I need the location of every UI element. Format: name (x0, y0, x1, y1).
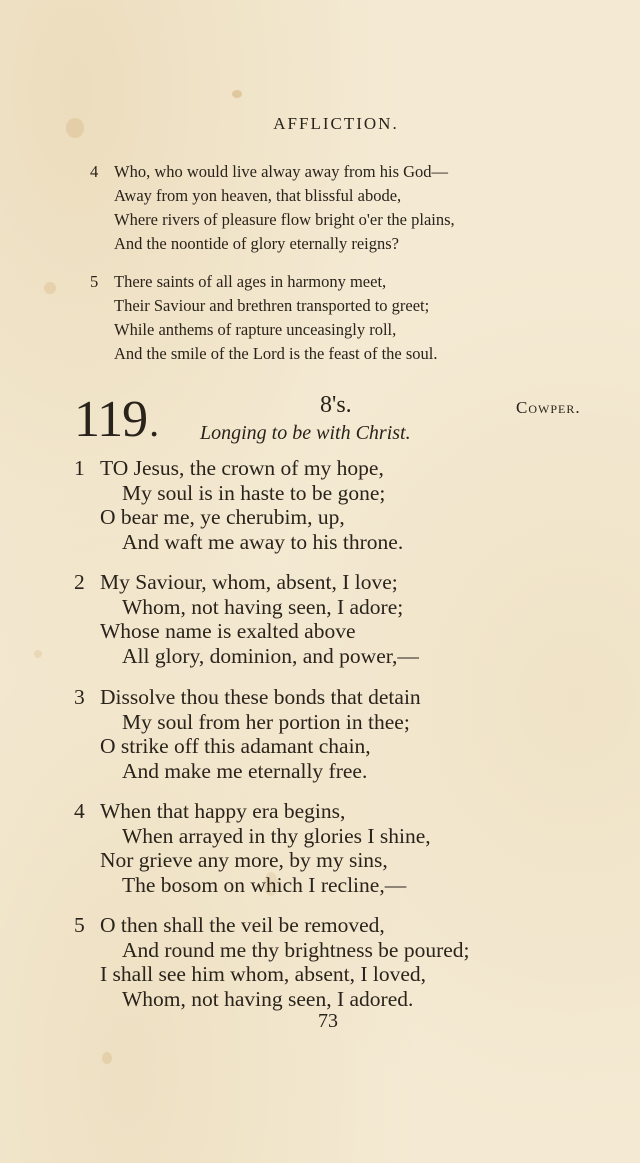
foxing-spot (44, 282, 56, 294)
previous-hymn-stanza (88, 270, 438, 366)
verse-line: 5 There saints of all ages in harmony meet, (88, 270, 438, 294)
verse-line: O bear me, ye cherubim, up, (100, 505, 345, 529)
stanza-number: 5 (74, 913, 85, 937)
verse-line: The bosom on which I recline,— (122, 872, 407, 897)
running-head: AFFLICTION. (273, 114, 399, 133)
hymn-title: Longing to be with Christ. (200, 422, 411, 444)
verse-line: When arrayed in thy glories I shine, (122, 823, 431, 848)
hymn-author: Cowper. (516, 398, 581, 417)
stanza-number: 5 (90, 272, 99, 291)
stanza-number: 3 (74, 685, 85, 709)
verse-line: And waft me away to his throne. (122, 529, 404, 554)
verse-line: Their Saviour and brethren transported to greet; (114, 296, 430, 315)
foxing-spot (232, 90, 242, 98)
verse-line: While anthems of rapture unceasingly roll, (114, 320, 397, 339)
verse-line: And round me thy brightness be poured; (122, 937, 470, 962)
hymn-stanza (72, 913, 470, 1011)
verse-line: 5 O then shall the veil be removed, (74, 913, 385, 937)
verse-line: And make me eternally free. (122, 758, 368, 783)
verse-line: Nor grieve any more, by my sins, (100, 848, 388, 872)
verse-line: All glory, dominion, and power,— (122, 643, 419, 668)
verse-line: Whose name is exalted above (100, 619, 356, 643)
verse-line: 1 TO Jesus, the crown of my hope, (74, 456, 384, 480)
verse-line: Where rivers of pleasure flow bright o'er the plains, (114, 210, 455, 229)
hymn-meter: 8's. (320, 392, 352, 418)
hymn-stanza (72, 799, 431, 897)
stanza-number: 1 (74, 456, 85, 480)
verse-line: 2 My Saviour, whom, absent, I love; (74, 570, 398, 594)
verse-line: My soul is in haste to be gone; (122, 480, 386, 505)
verse-line: Whom, not having seen, I adored. (122, 986, 414, 1011)
verse-line: 4 When that happy era begins, (74, 799, 346, 823)
verse-line: 3 Dissolve thou these bonds that detain (74, 685, 421, 709)
verse-line: I shall see him whom, absent, I loved, (100, 962, 427, 986)
verse-line: And the noontide of glory eternally reigns? (114, 234, 400, 253)
hymn-number: 119. (74, 391, 159, 448)
foxing-spot (102, 1052, 112, 1064)
verse-line: My soul from her portion in thee; (122, 709, 410, 734)
stanza-number: 2 (74, 570, 85, 594)
hymn-stanza (72, 570, 419, 668)
verse-line: O strike off this adamant chain, (100, 734, 371, 758)
hymn-stanza (72, 685, 421, 783)
stanza-number: 4 (90, 162, 99, 181)
foxing-spot (34, 650, 42, 658)
page-number: 73 (318, 1010, 338, 1032)
hymn-header (0, 392, 640, 452)
stanza-number: 4 (74, 799, 85, 823)
verse-line: Away from yon heaven, that blissful abode, (114, 186, 402, 205)
verse-line: 4 Who, who would live alway away from his God— (88, 160, 455, 184)
previous-hymn-stanza (88, 160, 455, 256)
verse-line: And the smile of the Lord is the feast of the soul. (114, 344, 438, 363)
verse-line: Whom, not having seen, I adore; (122, 594, 404, 619)
hymn-stanza (72, 456, 403, 554)
